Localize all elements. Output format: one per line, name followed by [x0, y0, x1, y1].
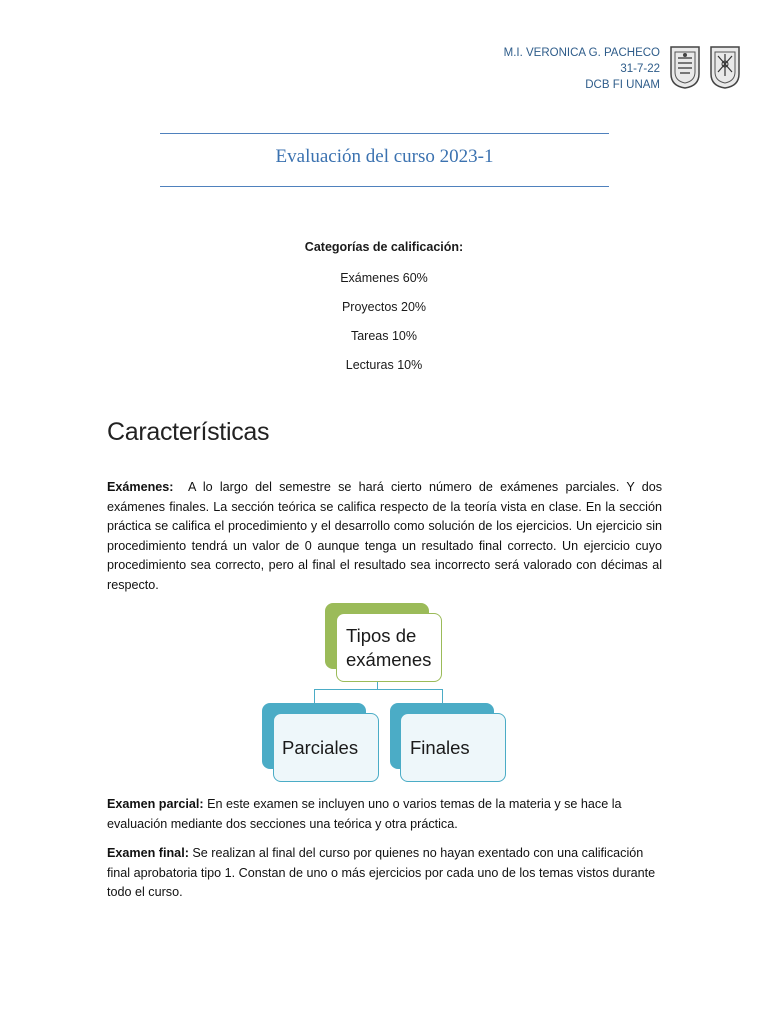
examen-parcial-paragraph [107, 795, 662, 834]
examen-final-label: Examen final: [107, 846, 189, 860]
fi-seal-icon [708, 44, 742, 90]
connector-line [442, 689, 443, 703]
examen-final-text: Se realizan al final del curso por quienes no hayan exentado con una calificación final aprobatoria tipo 1. Constan de uno o más ejercicios por cada uno de los temas vistos durante todo el curso. [107, 846, 656, 899]
document-date: 31-7-22 [620, 63, 660, 75]
connector-line [314, 689, 315, 703]
connector-line [314, 689, 443, 690]
finales-label: Finales [410, 736, 470, 758]
root-node-label: Tipos de exámenes [346, 624, 432, 670]
examen-final-paragraph [107, 844, 662, 903]
section-heading: Características [107, 418, 270, 446]
root-node [336, 613, 442, 682]
institution-name: DCB FI UNAM [585, 79, 660, 91]
page-title: Evaluación del curso 2023-1 [275, 146, 494, 167]
category-item: Exámenes 60% [340, 271, 428, 285]
unam-seal-icon [668, 44, 702, 90]
title-rule-bottom [160, 186, 609, 187]
categories-heading: Categorías de calificación: [304, 240, 464, 254]
finales-node [400, 713, 506, 782]
examenes-text: A lo largo del semestre se hará cierto número de exámenes parciales. Y dos exámenes finales. La sección teórica se califica respecto de la teoría vista en clase. En la sección práctica se califica el procedimiento y el desarrollo como solución de los ejercicios. Un ejercicio sin procedimiento tendrá un valor de 0 aunque tenga un resultado final correcto. Un ejercicio cuyo procedimiento sea correcto, pero al final el resultado sea incorrecto será valorado con décimas al respecto. [107, 480, 663, 592]
document-header [504, 45, 660, 93]
category-item: Lecturas 10% [345, 358, 423, 372]
examenes-paragraph [107, 478, 662, 595]
examen-parcial-label: Examen parcial: [107, 797, 204, 811]
title-rule-top [160, 133, 609, 134]
parciales-label: Parciales [282, 736, 359, 758]
category-item: Tareas 10% [350, 329, 417, 343]
examen-parcial-text: En este examen se incluyen uno o varios temas de la materia y se hace la evaluación mediante dos secciones una teórica y otra práctica. [107, 797, 622, 831]
parciales-node [273, 713, 379, 782]
examenes-label: Exámenes: [107, 480, 174, 494]
author-name: M.I. VERONICA G. PACHECO [503, 47, 660, 59]
category-item: Proyectos 20% [341, 300, 427, 314]
